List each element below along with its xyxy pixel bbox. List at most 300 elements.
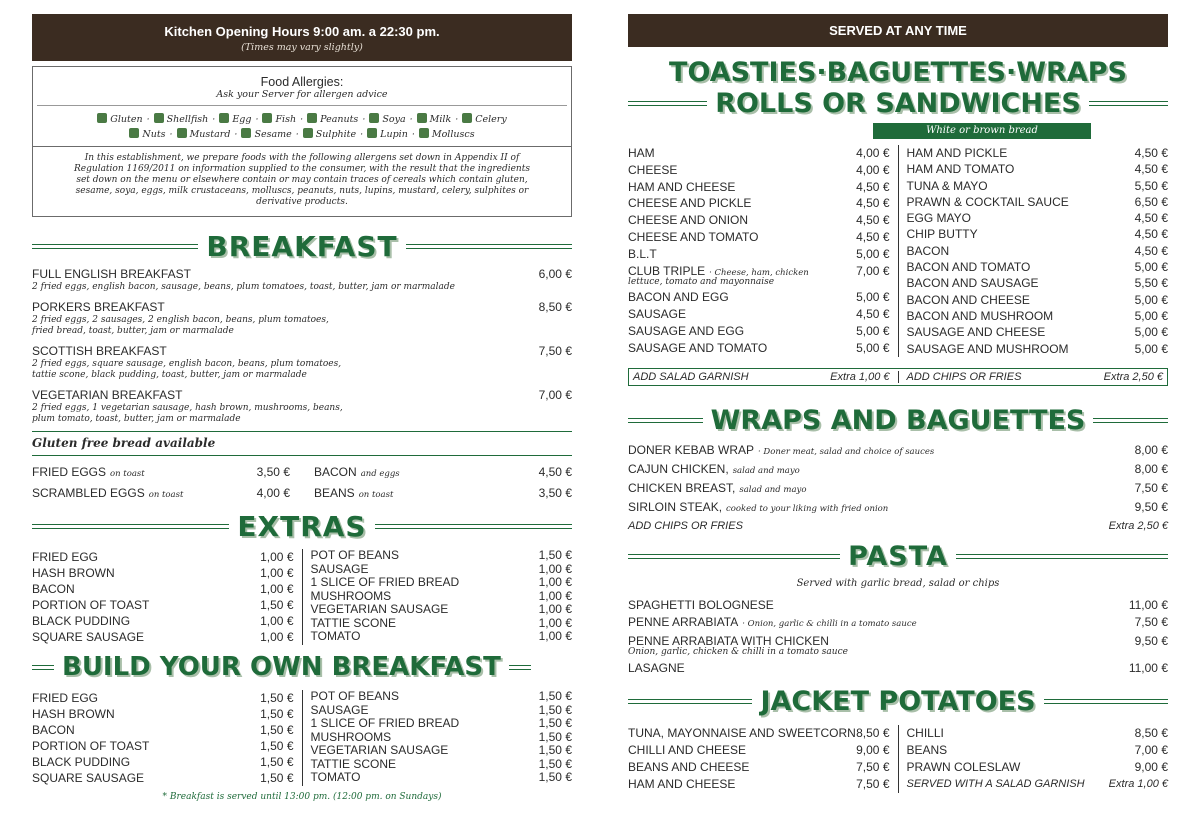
menu-item-left: [311, 731, 392, 745]
allergen-item: [462, 112, 506, 127]
menu-item-price: 1,00 €: [260, 566, 294, 580]
allergen-celery-icon: [462, 113, 472, 123]
menu-item-left: [907, 243, 950, 259]
allergen-separator: ·: [455, 114, 459, 125]
breakfast-time-footnote: * Breakfast is served until 13:00 pm. (12:00 pm. on Sundays): [162, 792, 442, 802]
menu-item-left: [311, 590, 392, 604]
heading-rule: [1044, 699, 1168, 704]
menu-item-name: CHILLI: [906, 725, 944, 740]
menu-item: [907, 275, 1169, 291]
wrap-item-name: SIRLOIN STEAK,: [628, 499, 723, 514]
menu-item: [628, 289, 890, 306]
pasta-item-name: PENNE ARRABIATA WITH CHICKEN: [628, 633, 829, 648]
menu-item-name: CHILLI AND CHEESE: [628, 742, 747, 757]
menu-item-left: [907, 742, 948, 759]
menu-item-price: 4,50 €: [1134, 227, 1168, 242]
menu-item-desc-cont: lettuce, tomato and mayonnaise: [628, 277, 775, 288]
allergen-label: Egg: [232, 114, 252, 125]
menu-item: [628, 229, 890, 246]
menu-item-price: 4,50 €: [1134, 162, 1168, 177]
menu-item: [628, 742, 890, 759]
wraps-heading: [628, 404, 1168, 438]
heading-rule: [32, 524, 229, 529]
heading-rule: [1089, 101, 1168, 106]
menu-item-left: [628, 725, 856, 742]
menu-item-name: SAUSAGE AND TOMATO: [628, 340, 768, 355]
menu-item-name: BACON: [314, 465, 357, 479]
menu-item: [628, 246, 890, 263]
menu-item: [311, 704, 573, 718]
menu-item: [32, 581, 294, 597]
allergen-separator: ·: [362, 114, 366, 125]
allergen-item: [129, 127, 165, 142]
toasties-list: [628, 145, 1168, 357]
menu-item-left: [311, 771, 361, 785]
pasta-title: PASTA: [848, 541, 948, 573]
allergen-separator: ·: [411, 129, 415, 140]
menu-item-name: SAUSAGE: [310, 561, 369, 576]
menu-item: [907, 259, 1169, 275]
menu-item-price: 4,50 €: [538, 465, 572, 479]
menu-item-price: 1,00 €: [538, 588, 572, 603]
build-list: [32, 690, 572, 786]
extras-left: [32, 549, 303, 645]
menu-item-price: 4,00 €: [256, 486, 290, 500]
allergen-label: Peanuts: [320, 114, 359, 125]
gluten-divider: [32, 455, 572, 456]
allergen-item: [177, 127, 231, 142]
gluten-free-note: Gluten free bread available: [32, 436, 216, 450]
menu-item-price: 1,00 €: [538, 575, 572, 589]
menu-item-price: 1,50 €: [260, 691, 294, 705]
menu-item: [907, 178, 1169, 194]
allergen-label: Gluten: [110, 114, 143, 125]
menu-item: [628, 306, 890, 323]
build-heading: [32, 650, 572, 684]
menu-item-price: 1,00 €: [538, 602, 572, 616]
menu-item: [907, 725, 1169, 742]
menu-item-name: TUNA & MAYO: [906, 178, 988, 193]
menu-item-name: FRIED EGG: [32, 550, 99, 564]
breakfast-item-desc: 2 fried eggs, 2 sausages, 2 english bacon, beans, plum tomatoes,: [32, 315, 329, 325]
menu-item-price: 5,00 €: [856, 246, 890, 261]
breakfast-item-row: [32, 266, 572, 282]
menu-item-price: 1,50 €: [538, 689, 572, 703]
menu-item-name: BACON: [32, 582, 75, 596]
menu-item-price: 8,50 €: [856, 725, 890, 740]
menu-item-left: [907, 308, 1054, 324]
menu-item-price: 6,50 €: [1134, 194, 1168, 209]
menu-item-price: 4,50 €: [856, 179, 890, 194]
menu-item: [32, 770, 294, 786]
menu-item: [32, 597, 294, 613]
menu-item-price: 4,50 €: [1134, 146, 1168, 160]
menu-item-name: SAUSAGE AND MUSHROOM: [906, 341, 1069, 356]
allergen-item: [307, 112, 358, 127]
menu-item: [311, 690, 573, 704]
build-title: BUILD YOUR OWN BREAKFAST: [62, 652, 501, 682]
allergen-label: Fish: [275, 114, 297, 125]
menu-item-name: BLACK PUDDING: [32, 614, 131, 628]
menu-item-left: [628, 145, 655, 162]
jacket-right: [899, 725, 1169, 793]
wrap-item-desc: · Doner meat, salad and choice of sauces: [758, 446, 935, 457]
menu-item: [32, 754, 294, 770]
menu-item-left: [628, 306, 686, 323]
toasties-heading: [628, 57, 1168, 88]
allergen-label: Nuts: [142, 129, 166, 140]
menu-item: [907, 194, 1169, 210]
menu-item-name: CHEESE AND ONION: [628, 213, 749, 228]
menu-item-price: 1,00 €: [538, 561, 572, 576]
menu-item-name: TUNA, MAYONNAISE AND SWEETCORN: [628, 725, 856, 740]
eggs-list: [32, 463, 572, 505]
menu-item-note: on toast: [358, 490, 394, 500]
allergen-item: [262, 112, 296, 127]
menu-item: [907, 243, 1169, 259]
menu-item-left: [907, 725, 944, 742]
menu-item-left: [32, 690, 98, 706]
menu-item-name: TOMATO: [310, 629, 361, 643]
extras-right: [303, 549, 573, 645]
menu-item-name: PRAWN & COCKTAIL SAUCE: [906, 194, 1069, 209]
menu-item-price: 1,50 €: [260, 739, 294, 753]
heading-rule: [509, 665, 531, 670]
pasta-item-name: LASAGNE: [628, 660, 685, 675]
allergen-item: [367, 127, 408, 142]
breakfast-item-desc: plum tomato, toast, butter, jam or marmalade: [32, 414, 241, 424]
breakfast-heading: [32, 230, 572, 262]
breakfast-item-name: SCOTTISH BREAKFAST: [32, 344, 167, 358]
allergen-separator: ·: [409, 114, 413, 125]
menu-item-left: [628, 776, 735, 793]
menu-item-left: [32, 754, 130, 770]
menu-item-name: HAM: [628, 146, 655, 160]
menu-item-name: VEGETARIAN SAUSAGE: [310, 743, 449, 757]
menu-item-note: on toast: [148, 490, 184, 500]
menu-item-name: BEANS: [906, 742, 948, 757]
menu-item-left: [32, 581, 75, 597]
breakfast-title: BREAKFAST: [206, 229, 398, 263]
add-salad-garnish-price: Extra 1,00 €: [830, 370, 890, 383]
pasta-item-desc: · Onion, garlic & chilli in a tomato sauce: [742, 618, 917, 629]
allergen-egg-icon: [219, 113, 229, 123]
extras-heading: [32, 510, 572, 542]
menu-item-name: BACON AND EGG: [628, 290, 729, 305]
menu-item-left: [907, 161, 1015, 177]
allergen-label: Lupin: [380, 129, 408, 140]
jacket-list: [628, 725, 1168, 793]
allergen-milk-icon: [417, 113, 427, 123]
kitchen-hours-banner: [32, 14, 572, 61]
add-salad-garnish-label: ADD SALAD GARNISH: [633, 370, 749, 383]
wrap-item-left: [628, 442, 934, 461]
pasta-item-price: 7,50 €: [1134, 614, 1168, 629]
menu-item-name: HAM AND CHEESE: [628, 776, 736, 791]
menu-item-name: PRAWN COLESLAW: [906, 759, 1021, 774]
breakfast-item: [32, 343, 572, 381]
menu-item-name: HAM AND TOMATO: [906, 162, 1015, 177]
breakfast-item-price: 6,00 €: [538, 267, 572, 281]
wrap-item-left: [628, 480, 806, 499]
menu-item-name: FRIED EGGS: [32, 465, 107, 479]
pasta-items: [628, 597, 1168, 677]
menu-item-price: 1,50 €: [260, 755, 294, 769]
wrap-item-name: CHICKEN BREAST,: [628, 480, 736, 495]
menu-item-note: on toast: [110, 469, 145, 479]
breakfast-item-desc: 2 fried eggs, english bacon, sausage, beans, plum tomatoes, toast, butter, jam or marmalade: [32, 282, 455, 292]
menu-item: [32, 549, 294, 565]
allergen-list: [33, 106, 571, 146]
allergen-item: [417, 112, 452, 127]
menu-item-left: [628, 212, 748, 229]
breakfast-item: [32, 266, 572, 293]
allergen-separator: ·: [360, 129, 364, 140]
allergen-separator: ·: [212, 114, 216, 125]
jacket-garnish-label: SERVED WITH A SALAD GARNISH: [906, 777, 1085, 790]
breakfast-item-row: [32, 387, 572, 403]
wrap-item-desc: cooked to your liking with fried onion: [726, 503, 889, 514]
menu-item-name: CLUB TRIPLE: [628, 263, 706, 278]
menu-item-price: 1,00 €: [260, 550, 294, 564]
menu-item: [907, 759, 1169, 776]
menu-item-left: [311, 690, 399, 704]
menu-item: [628, 162, 890, 179]
allergen-label: Sesame: [254, 129, 292, 140]
heading-rule: [375, 524, 572, 529]
allergen-item: [219, 112, 251, 127]
menu-item-price: 1,50 €: [260, 707, 294, 721]
menu-item: [311, 576, 573, 590]
menu-item-desc: · Cheese, ham, chicken: [709, 267, 809, 278]
menu-item-price: 5,00 €: [1134, 260, 1168, 275]
menu-item-price: 7,00 €: [1134, 742, 1168, 757]
menu-item-price: 5,50 €: [1134, 276, 1168, 291]
menu-item-price: 5,50 €: [1134, 178, 1168, 193]
menu-item: [314, 463, 572, 484]
menu-item-price: 1,50 €: [260, 723, 294, 737]
menu-item-name: PORTION OF TOAST: [32, 739, 150, 753]
menu-item: [311, 603, 573, 617]
menu-item: [628, 179, 890, 196]
allergen-item: [419, 127, 475, 142]
heading-rule: [628, 101, 707, 106]
toasties-title-line2: ROLLS OR SANDWICHES: [715, 87, 1081, 119]
wrap-item-price: 8,00 €: [1134, 461, 1168, 476]
menu-item-price: 5,00 €: [856, 340, 890, 355]
menu-item-name: SQUARE SAUSAGE: [32, 630, 145, 644]
menu-item-price: 1,00 €: [260, 630, 294, 644]
build-left: [32, 690, 303, 786]
menu-item-name: SQUARE SAUSAGE: [32, 771, 145, 785]
allergen-mustard-icon: [177, 128, 187, 138]
extras-list: [32, 549, 572, 645]
menu-item-left: [907, 178, 988, 194]
menu-item-price: 9,00 €: [1134, 759, 1168, 774]
menu-item-left: [628, 759, 749, 776]
menu-item-name: TATTIE SCONE: [310, 615, 397, 630]
wrap-item-desc: salad and mayo: [732, 465, 800, 476]
menu-item: [32, 690, 294, 706]
breakfast-item-row: [32, 299, 572, 315]
menu-item-name: SAUSAGE AND CHEESE: [906, 325, 1046, 340]
menu-item-left: [32, 613, 130, 629]
jacket-garnish: [907, 776, 1169, 793]
menu-item: [907, 226, 1169, 242]
menu-item-name: MUSHROOMS: [310, 588, 392, 603]
menu-item: [32, 629, 294, 645]
menu-item-name: HAM AND CHEESE: [628, 179, 736, 194]
menu-item-left: [32, 549, 98, 565]
kitchen-hours-note: (Times may vary slightly): [241, 42, 363, 53]
jacket-garnish-price: Extra 1,00 €: [1108, 777, 1168, 790]
menu-item-name: CHIP BUTTY: [906, 227, 978, 242]
menu-item-name: POT OF BEANS: [310, 548, 399, 562]
eggs-left: [32, 463, 302, 505]
menu-item-price: 1,50 €: [538, 743, 572, 757]
add-chips-fries: [899, 371, 1164, 383]
breakfast-item-price: 8,50 €: [538, 300, 572, 314]
heading-rule: [1093, 418, 1168, 423]
menu-item-price: 5,00 €: [856, 290, 890, 305]
allergen-label: Mustard: [189, 129, 231, 140]
menu-item: [311, 563, 573, 577]
menu-item-name: HASH BROWN: [32, 566, 115, 580]
breakfast-item: [32, 299, 572, 337]
wrap-item: [628, 461, 1168, 480]
right-page: [628, 14, 1168, 793]
pasta-item-name: PENNE ARRABIATA: [628, 614, 739, 629]
menu-item-name: BACON: [906, 243, 950, 258]
wrap-item-left: [628, 499, 888, 518]
menu-item-left: [907, 210, 971, 226]
menu-item: [311, 549, 573, 563]
toasties-left: [628, 145, 899, 357]
build-right: [303, 690, 573, 786]
menu-item-price: 4,50 €: [1134, 243, 1168, 258]
menu-item-name: BACON AND CHEESE: [906, 292, 1030, 307]
heading-rule: [32, 244, 198, 249]
heading-rule: [32, 665, 54, 670]
menu-item-price: 3,50 €: [256, 465, 290, 479]
allergen-gluten-icon: [97, 113, 107, 123]
allergen-peanuts-icon: [307, 113, 317, 123]
menu-item: [311, 731, 573, 745]
menu-item-name: MUSHROOMS: [310, 729, 392, 744]
menu-item-name: SAUSAGE: [310, 702, 369, 717]
menu-item: [907, 210, 1169, 226]
menu-item-left: [314, 463, 400, 484]
jacket-left: [628, 725, 899, 793]
pasta-item-left: [628, 597, 774, 614]
allergen-separator: ·: [234, 129, 238, 140]
pasta-item-left: [628, 660, 685, 677]
breakfast-items: [32, 266, 572, 425]
allergen-lupin-icon: [367, 128, 377, 138]
menu-item-price: 5,00 €: [856, 323, 890, 338]
menu-item-name: CHEESE: [628, 162, 678, 177]
eggs-right: [302, 463, 572, 505]
menu-item-price: 1,50 €: [260, 598, 294, 612]
menu-item-name: FRIED EGG: [32, 691, 99, 705]
menu-item-price: 9,00 €: [856, 742, 890, 757]
allergen-molluscs-icon: [419, 128, 429, 138]
wrap-item-name: CAJUN CHICKEN,: [628, 461, 729, 476]
menu-item-left: [628, 289, 729, 306]
menu-item: [628, 725, 890, 742]
menu-item: [32, 613, 294, 629]
allergen-shellfish-icon: [154, 113, 164, 123]
menu-item-left: [907, 759, 1021, 776]
menu-item: [311, 630, 573, 644]
menu-item-left: [311, 603, 449, 617]
menu-item-left: [311, 563, 369, 577]
menu-item: [311, 744, 573, 758]
toasties-right: [899, 145, 1169, 357]
wraps-add-chips-label: ADD CHIPS OR FRIES: [628, 519, 743, 532]
menu-item-left: [907, 324, 1046, 340]
menu-item: [32, 706, 294, 722]
pasta-item: [628, 660, 1168, 677]
wrap-item-price: 8,00 €: [1134, 442, 1168, 457]
wrap-item-price: 7,50 €: [1134, 480, 1168, 495]
menu-item-note: and eggs: [360, 469, 400, 479]
menu-item-price: 4,00 €: [856, 146, 890, 160]
allergen-item: [97, 112, 142, 127]
wrap-item-name: DONER KEBAB WRAP: [628, 442, 755, 457]
menu-item-name: TOMATO: [310, 770, 361, 784]
menu-item: [628, 212, 890, 229]
allergen-separator: ·: [146, 114, 150, 125]
menu-item-left: [32, 463, 145, 484]
breakfast-item: [32, 387, 572, 425]
menu-item-price: 1,50 €: [538, 548, 572, 562]
menu-item-name: BACON AND MUSHROOM: [906, 308, 1054, 323]
menu-item-name: SAUSAGE: [628, 307, 687, 322]
breakfast-item-name: FULL ENGLISH BREAKFAST: [32, 267, 191, 281]
menu-item-name: BEANS AND CHEESE: [628, 759, 750, 774]
allergen-separator: ·: [169, 129, 173, 140]
menu-item-name: BLACK PUDDING: [32, 755, 131, 769]
menu-item-left: [32, 629, 144, 645]
menu-item-left: [311, 549, 399, 563]
menu-item-name: CHEESE AND PICKLE: [628, 196, 752, 211]
allergen-label: Sulphite: [315, 129, 357, 140]
menu-item-left: [311, 576, 460, 590]
menu-item-left: [907, 194, 1069, 210]
menu-item: [628, 776, 890, 793]
breakfast-item-desc: 2 fried eggs, square sausage, english bacon, beans, plum tomatoes,: [32, 359, 342, 369]
allergy-title: Food Allergies:: [260, 75, 344, 89]
menu-item-price: 1,00 €: [538, 629, 572, 643]
menu-item-price: 4,50 €: [856, 213, 890, 228]
menu-item-price: 1,50 €: [538, 729, 572, 744]
menu-item-price: 1,00 €: [538, 615, 572, 630]
add-chips-fries-label: ADD CHIPS OR FRIES: [906, 370, 1022, 383]
garnish-box: [628, 368, 1168, 386]
menu-item: [311, 771, 573, 785]
menu-item: [311, 590, 573, 604]
menu-item: [311, 717, 573, 731]
menu-item-left: [628, 742, 746, 759]
pasta-item-left: [628, 614, 917, 633]
menu-item-price: 5,00 €: [1134, 308, 1168, 323]
menu-item-price: 7,50 €: [856, 776, 890, 791]
menu-item-name: VEGETARIAN SAUSAGE: [310, 602, 449, 616]
allergen-item: [241, 127, 291, 142]
pasta-item-price: 11,00 €: [1128, 660, 1168, 675]
allergen-item: [303, 127, 356, 142]
